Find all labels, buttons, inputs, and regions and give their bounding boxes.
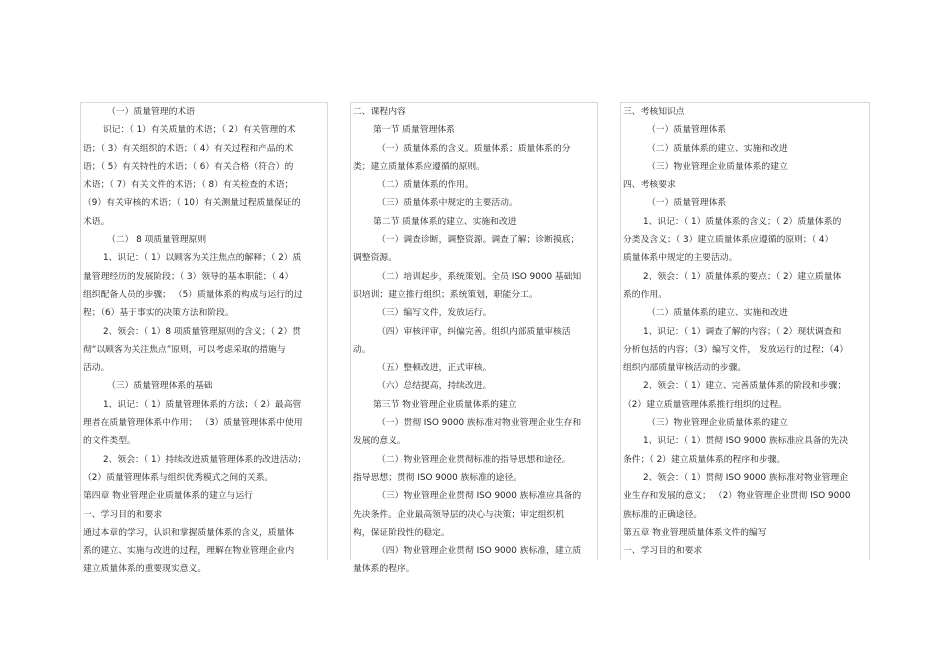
text-line: （五）整顿改进，正式审核。 [377, 363, 492, 374]
text-line: （一）贯彻 ISO 9000 族标准对物业管理企业生存和 [377, 418, 582, 429]
text-line: 2、领会：（ 1）建立、完善质量体系的阶段和步骤； [643, 381, 847, 392]
text-line: （三）物业管理企业质量体系的建立 [647, 161, 788, 172]
text-line: （二）质量体系的建立、实施和改进 [647, 308, 788, 319]
text-column-1 [80, 102, 328, 575]
text-line: 活动。 [83, 363, 110, 374]
text-line: 组织配备人员的步骤； （5）质量体系的构成与运行的过 [83, 289, 303, 300]
text-line: 分类及含义；（ 3）建立质量体系应遵循的原则；（ 4） [623, 235, 834, 246]
text-column-2 [350, 102, 598, 575]
text-line: 第一节 质量管理体系 [373, 125, 455, 136]
text-line: （一）质量管理的术语 [107, 107, 195, 117]
text-line: （三）质量体系中规定的主要活动。 [377, 198, 518, 209]
text-line: 三、考核知识点 [623, 107, 685, 117]
text-line: （一）质量管理体系 [647, 125, 727, 136]
text-line: 第二节 质量体系的建立、实施和改进 [373, 216, 517, 227]
text-line: 程；（6）基于事实的决策方法和阶段。 [83, 308, 234, 319]
text-line: 彻“以顾客为关注焦点”原则，可以考虑采取的措施与 [83, 344, 286, 355]
text-line: 量体系的程序。 [353, 564, 415, 575]
text-line: 的文件类型。 [83, 436, 136, 447]
text-column-3 [620, 102, 870, 560]
text-line: 第三节 物业管理企业质量体系的建立 [373, 399, 517, 410]
text-line: 理者在质量管理体系中作用； （3）质量管理体系中使用 [83, 418, 303, 429]
text-line: （三）质量管理体系的基础 [107, 381, 213, 392]
text-line: （四）物业管理企业贯彻 ISO 9000 族标准，建立质 [377, 546, 582, 557]
text-line: 系的建立、实施与改进的过程，理解在物业管理企业内 [83, 546, 295, 557]
text-line: 1、识记：（ 1）贯彻 ISO 9000 族标准应具备的先决 [643, 436, 849, 447]
text-line: （一）质量体系的含义。质量体系；质量体系的分 [377, 143, 571, 154]
text-line: 调整资源。 [353, 253, 397, 264]
text-line: 语；（ 5）有关特性的术语；（ 6）有关合格（符合）的 [83, 161, 294, 172]
text-line: （2）质量管理体系与组织优秀模式之间的关系。 [83, 472, 274, 483]
text-line: 族标准的正确途径。 [623, 509, 703, 520]
text-line: （三）物业管理企业质量体系的建立 [647, 418, 788, 429]
text-line: 识培训；建立推行组织；系统策划，职能分工。 [353, 289, 538, 300]
text-line: （二）物业管理企业贯彻标准的指导思想和途径。 [377, 454, 571, 465]
text-line: （四）审核评审，纠偏完善。组织内部质量审核活 [377, 326, 571, 337]
text-line: （二）质量体系的作用。 [377, 180, 474, 191]
text-line: 术语。 [83, 216, 110, 227]
text-line: 类；建立质量体系应遵循的原则。 [353, 161, 485, 172]
text-line: 通过本章的学习，认识和掌握质量体系的含义，质量体 [83, 527, 295, 538]
text-line: 1、识记：（ 1）以顾客为关注焦点的解释；（ 2）质 [103, 253, 302, 264]
text-line: （二） 8 项质量管理原则 [107, 235, 207, 246]
text-line: 识记：（ 1）有关质量的术语；（ 2）有关管理的术 [103, 125, 296, 136]
text-line: （二）质量体系的建立、实施和改进 [647, 143, 788, 154]
text-line: 语；（ 3）有关组织的术语；（ 4）有关过程和产品的术 [83, 143, 294, 154]
text-line: 先决条件。企业最高领导层的决心与决策；审定组织机 [353, 509, 565, 520]
text-line: 2、领会：（ 1）持续改进质量管理体系的改进活动； [103, 454, 307, 465]
text-line: 1、识记：（ 1）质量管理体系的方法；（ 2）最高管 [103, 399, 302, 410]
text-line: 条件；（ 2）建立质量体系的程序和步骤。 [623, 454, 786, 465]
text-line: （六）总结提高，持续改进。 [377, 381, 492, 392]
text-line: 第四章 物业管理企业质量体系的建立与运行 [83, 491, 253, 502]
document-page [80, 102, 870, 575]
text-line: 1、识记：（ 1）质量体系的含义；（ 2）质量体系的 [643, 216, 842, 227]
text-line: （一）质量管理体系 [647, 198, 727, 209]
text-line: 一、学习目的和要求 [623, 546, 703, 557]
text-line: 发展的意义。 [353, 436, 406, 447]
text-line: 分析包括的内容；（3）编写文件， 发放运行的过程；（4） [623, 344, 849, 355]
text-line: 1、识记：（ 1）调查了解的内容；（ 2）现状调查和 [643, 326, 842, 337]
text-line: 建立质量体系的重要现实意义。 [83, 564, 207, 575]
text-line: 术语；（ 7）有关文件的术语；（ 8）有关检查的术语； [83, 180, 294, 191]
text-line: 动。 [353, 344, 371, 355]
text-line: 量管理经历的发展阶段；（ 3）领导的基本职能；（ 4） [83, 271, 294, 282]
text-line: 四、考核要求 [623, 180, 676, 191]
text-line: 构，保证阶段性的稳定。 [353, 527, 450, 538]
text-line: 质量体系中规定的主要活动。 [623, 253, 738, 264]
text-line: 2、领会：（ 1）贯彻 ISO 9000 族标准对物业管理企 [643, 472, 849, 483]
text-line: 指导思想；贯彻 ISO 9000 族标准的途径。 [353, 472, 523, 483]
text-line: 组织内部质量审核活动的步骤。 [623, 363, 747, 374]
text-line: （9）有关审核的术语；（ 10）有关测量过程质量保证的 [83, 198, 301, 209]
text-line: 业生存和发展的意义； （2）物业管理企业贯彻 ISO 9000 [623, 491, 851, 502]
text-line: （三）物业管理企业贯彻 ISO 9000 族标准应具备的 [377, 491, 582, 502]
text-line: （二）培训起步，系统策划。全员 ISO 9000 基础知 [377, 271, 582, 282]
text-line: （2）建立质量管理体系推行组织的过程。 [623, 399, 787, 410]
text-line: 系的作用。 [623, 289, 667, 300]
text-line: （三）编写文件，发放运行。 [377, 308, 492, 319]
text-line: 2、领会：（ 1）质量体系的要点；（ 2）建立质量体 [643, 271, 842, 282]
text-line: 一、学习目的和要求 [83, 509, 163, 520]
text-line: 2、领会：（ 1）8 项质量管理原则的含义；（ 2）贯 [103, 326, 301, 337]
text-line: 二、课程内容 [353, 107, 406, 117]
text-line: 第五章 物业管理质量体系文件的编写 [623, 527, 767, 538]
text-line: （一）调查诊断，调整资源。调查了解；诊断摸底； [377, 235, 580, 246]
